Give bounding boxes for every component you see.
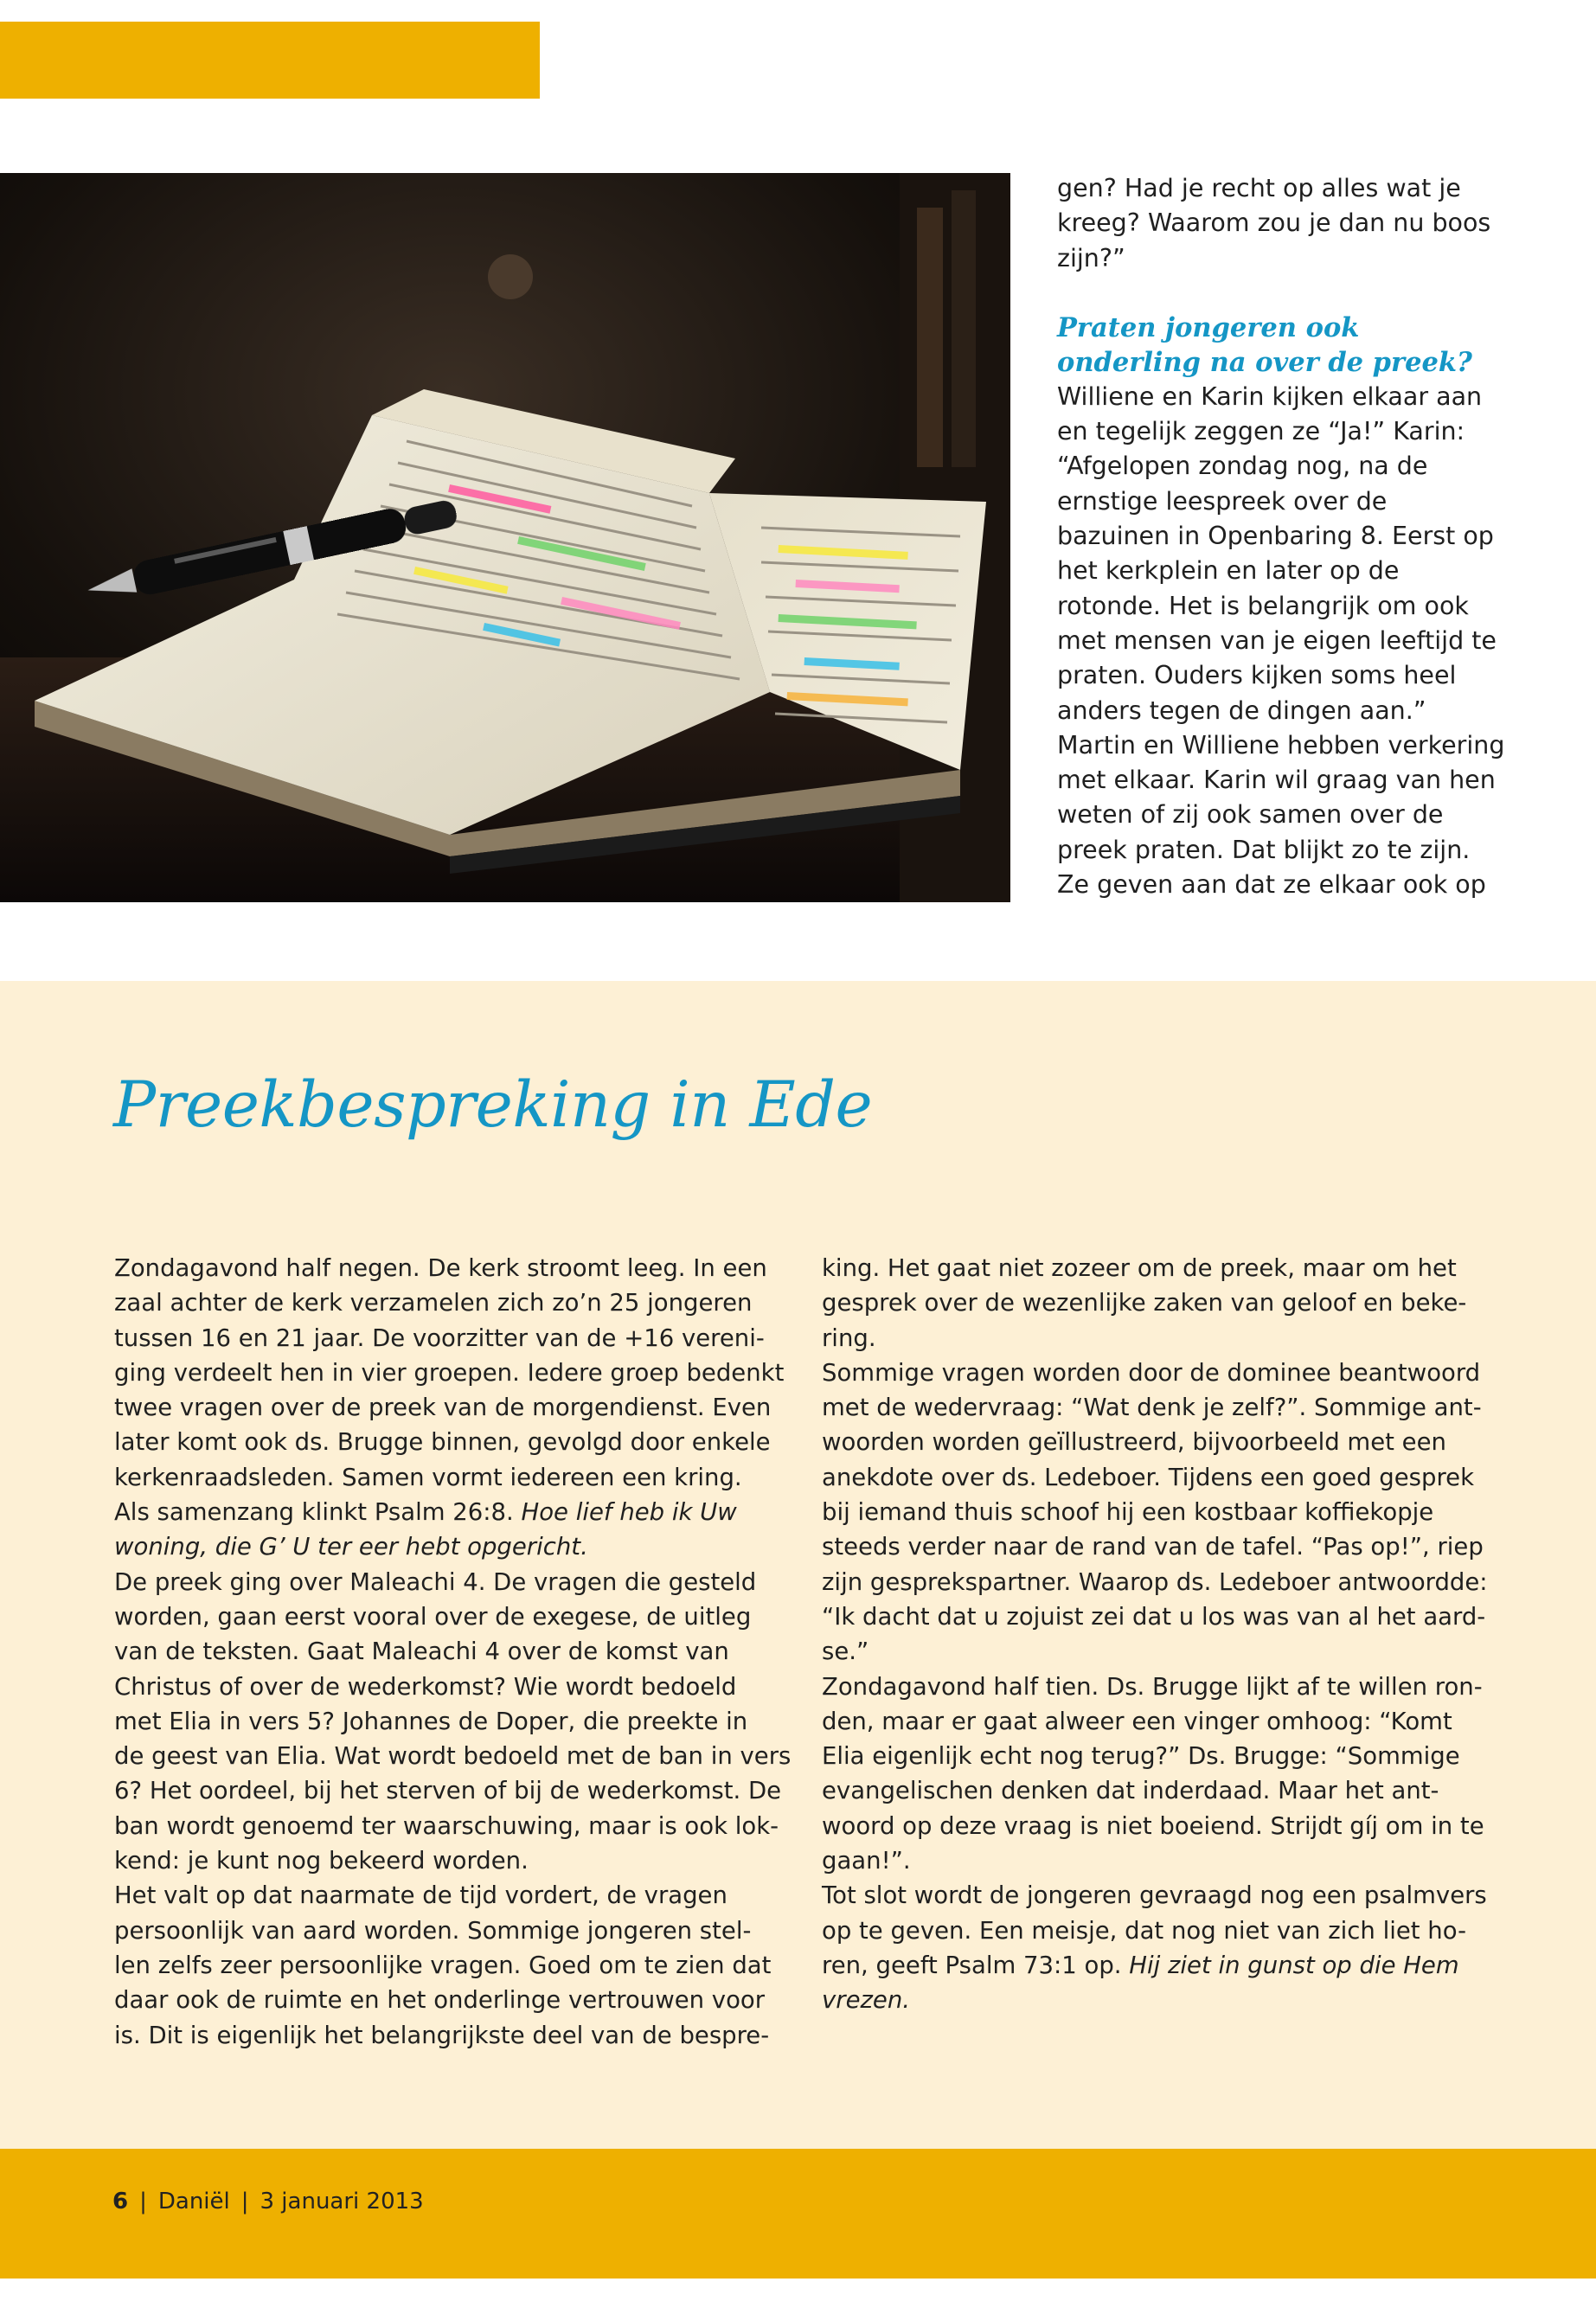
sidebar-subheading: Praten jongeren ook onderling na over de preek? bbox=[1057, 311, 1472, 378]
column-2-line: woord op deze vraag is niet boeiend. Strijdt gíj om in te bbox=[822, 1811, 1484, 1840]
magazine-name: Daniël bbox=[157, 2189, 230, 2214]
psalm-quote-2-cont: vrezen. bbox=[822, 1986, 911, 2015]
column-2-line: anekdote over ds. Ledeboer. Tijdens een goed gesprek bbox=[822, 1463, 1474, 1491]
column-1-line: twee vragen over de preek van de morgendienst. Even bbox=[114, 1394, 772, 1422]
column-1-line: Christus of over de wederkomst? Wie wordt bedoeld bbox=[114, 1672, 737, 1701]
column-1-line bbox=[114, 1495, 789, 1529]
column-1-line: met Elia in vers 5? Johannes de Doper, die preekte in bbox=[114, 1707, 748, 1735]
footer-separator: | bbox=[139, 2189, 147, 2214]
column-2-line bbox=[822, 1983, 1497, 2017]
column-2-line bbox=[822, 1948, 1497, 1983]
psalm-quote-2: Hij ziet in gunst op die Hem bbox=[1129, 1951, 1459, 1979]
column-1-text: Als samenzang klinkt Psalm 26:8. bbox=[114, 1498, 514, 1527]
footer-separator: | bbox=[240, 2189, 249, 2214]
column-2-line: gaan!”. bbox=[822, 1847, 911, 1875]
column-1-line: de geest van Elia. Wat wordt bedoeld met de ban in vers bbox=[114, 1742, 792, 1771]
issue-date: 3 januari 2013 bbox=[260, 2189, 424, 2214]
column-2-line: “Ik dacht dat u zojuist zei dat u los was van al het aard- bbox=[822, 1602, 1486, 1631]
column-1-line: Zondagavond half negen. De kerk stroomt leeg. In een bbox=[114, 1254, 767, 1282]
column-2-line: se.” bbox=[822, 1638, 869, 1666]
column-2-line: Elia eigenlijk echt nog terug?” Ds. Brugge: “Sommige bbox=[822, 1742, 1460, 1771]
sidebar-intro: gen? Had je recht op alles wat je kreeg? Waarom zou je dan nu boos zijn?” bbox=[1057, 174, 1491, 272]
column-1-line: worden, gaan eerst vooral over de exegese, de uitleg bbox=[114, 1602, 752, 1631]
column-2-line: zijn gesprekspartner. Waarop ds. Ledeboer antwoordde: bbox=[822, 1567, 1488, 1596]
column-1-line: ban wordt genoemd ter waarschuwing, maar is ook lok- bbox=[114, 1811, 779, 1840]
page-number: 6 bbox=[112, 2189, 129, 2214]
column-2-line: steeds verder naar de rand van de tafel. “Pas op!”, riep bbox=[822, 1533, 1484, 1561]
column-1-line: persoonlijk van aard worden. Sommige jongeren stel- bbox=[114, 1916, 752, 1945]
column-1-line: kend: je kunt nog bekeerd worden. bbox=[114, 1847, 529, 1875]
column-2-line: Zondagavond half tien. Ds. Brugge lijkt af te willen ron- bbox=[822, 1672, 1483, 1701]
column-1-line: len zelfs zeer persoonlijke vragen. Goed om te zien dat bbox=[114, 1951, 772, 1979]
column-1-line: daar ook de ruimte en het onderlinge vertrouwen voor bbox=[114, 1986, 766, 2015]
sidebar-text-column bbox=[1057, 171, 1507, 902]
top-color-tab bbox=[0, 22, 540, 99]
column-1-line: van de teksten. Gaat Maleachi 4 over de komst van bbox=[114, 1638, 729, 1666]
column-1-line: zaal achter de kerk verzamelen zich zo’n 25 jongeren bbox=[114, 1289, 753, 1317]
column-1-line: De preek ging over Maleachi 4. De vragen die gesteld bbox=[114, 1567, 757, 1596]
column-1-line bbox=[114, 1529, 789, 1564]
sidebar-paragraph-2: Martin en Williene hebben verkering met elkaar. Karin wil graag van hen weten of zij ook samen over de preek praten. Dat blijkt zo te zijn. Ze geven aan dat ze elkaar ook op bbox=[1057, 730, 1505, 900]
column-1-line: kerkenraadsleden. Samen vormt iedereen een kring. bbox=[114, 1463, 742, 1491]
column-2-line: met de wedervraag: “Wat denk je zelf?”. Sommige ant- bbox=[822, 1394, 1482, 1422]
article-column-1 bbox=[114, 1251, 792, 2053]
column-2-line: Sommige vragen worden door de dominee beantwoord bbox=[822, 1358, 1481, 1387]
footer-info bbox=[112, 2186, 424, 2217]
column-2-line: Tot slot wordt de jongeren gevraagd nog een psalmvers bbox=[822, 1881, 1487, 1910]
column-2-line: ring. bbox=[822, 1324, 876, 1352]
column-1-line: tussen 16 en 21 jaar. De voorzitter van de +16 vereni- bbox=[114, 1324, 765, 1352]
article-column-2 bbox=[822, 1251, 1497, 2018]
column-2-line: woorden worden geïllustreerd, bijvoorbeeld met een bbox=[822, 1428, 1446, 1457]
column-1-line: is. Dit is eigenlijk het belangrijkste deel van de bespre- bbox=[114, 2021, 770, 2049]
psalm-quote-1: Hoe lief heb ik Uw bbox=[521, 1498, 737, 1527]
psalm-quote-1-cont: woning, die G’ U ter eer hebt opgericht. bbox=[114, 1533, 588, 1561]
column-2-line: evangelischen denken dat inderdaad. Maar het ant- bbox=[822, 1777, 1439, 1805]
column-2-line: bij iemand thuis schoof hij een kostbaar koffiekopje bbox=[822, 1498, 1434, 1527]
column-2-line: king. Het gaat niet zozeer om de preek, maar om het bbox=[822, 1254, 1457, 1282]
column-2-text: ren, geeft Psalm 73:1 op. bbox=[822, 1951, 1122, 1979]
column-2-line: op te geven. Een meisje, dat nog niet van zich liet ho- bbox=[822, 1916, 1466, 1945]
column-1-line: 6? Het oordeel, bij het sterven of bij de wederkomst. De bbox=[114, 1777, 782, 1805]
column-2-line: gesprek over de wezenlijke zaken van geloof en beke- bbox=[822, 1289, 1467, 1317]
sidebar-paragraph-1: Williene en Karin kijken elkaar aan en tegelijk zeggen ze “Ja!” Karin: “Afgelopen zondag nog, na de ernstige leespreek over de bazuinen in Openbaring 8. Eerst op het kerkplein en later op de rotonde. Het is belangrijk om ook met mensen van je eigen leeftijd te praten. Ouders kijken soms heel anders tegen de dingen aan.” bbox=[1057, 381, 1497, 725]
column-1-line: ging verdeelt hen in vier groepen. Iedere groep bedenkt bbox=[114, 1358, 785, 1387]
column-2-line: den, maar er gaat alweer een vinger omhoog: “Komt bbox=[822, 1707, 1452, 1735]
column-1-line: Het valt op dat naarmate de tijd vordert, de vragen bbox=[114, 1881, 727, 1910]
column-1-line: later komt ook ds. Brugge binnen, gevolgd door enkele bbox=[114, 1428, 771, 1457]
article-title: Preekbespreking in Ede bbox=[113, 1068, 873, 1142]
open-bible-with-pen-photo bbox=[0, 173, 1010, 902]
